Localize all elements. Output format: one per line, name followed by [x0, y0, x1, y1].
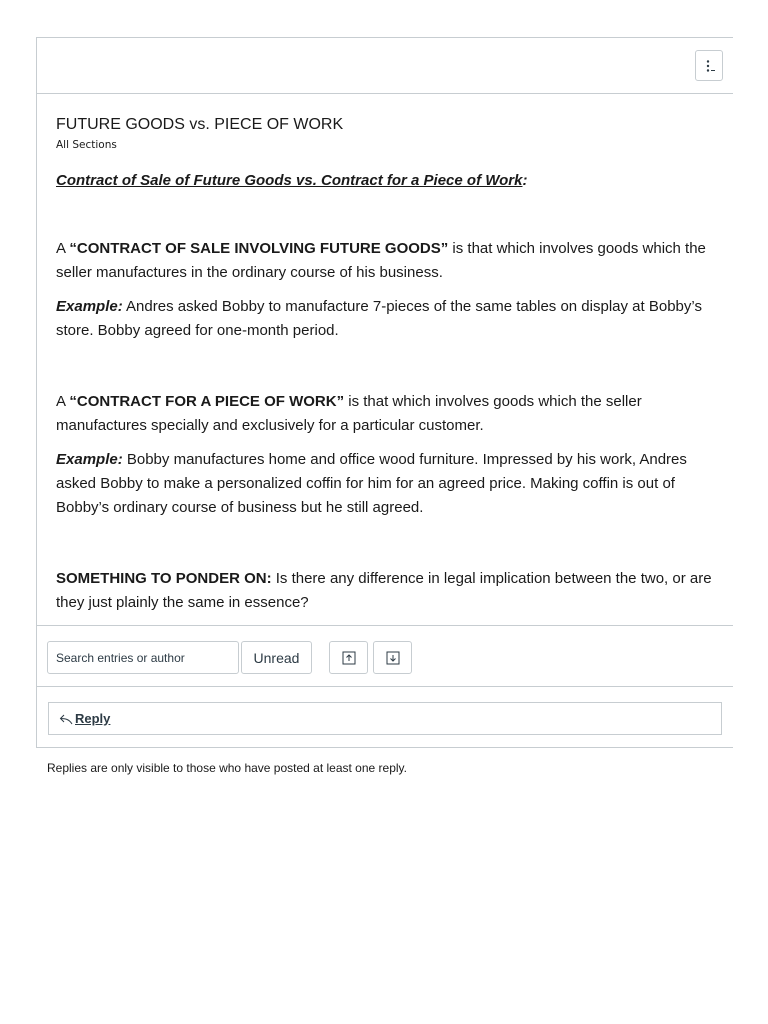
discussion-panel [36, 37, 733, 748]
example-one-label: Example: [56, 298, 123, 315]
p1-prefix: A [56, 240, 70, 257]
topic-heading [56, 172, 715, 190]
p1-text: is that which involves goods which the seller manufactures in the ordinary course of his business. [56, 240, 706, 281]
arrow-up-icon [342, 651, 356, 665]
p2-text: is that which involves goods which the seller manufactures specially and exclusively for a particular customer. [56, 393, 642, 434]
example-one [56, 295, 715, 343]
discussion-header-bar [37, 38, 733, 94]
reply-label: Reply [75, 711, 111, 726]
ponder-question [56, 567, 715, 615]
sections-label: All Sections [56, 139, 117, 151]
options-menu-button[interactable] [695, 50, 723, 81]
arrow-down-icon [386, 651, 400, 665]
ponder-label: SOMETHING TO PONDER ON: [56, 570, 272, 587]
unread-filter-button[interactable]: Unread [241, 641, 312, 674]
reply-button[interactable] [48, 702, 722, 735]
discussion-toolbar [37, 625, 733, 687]
reply-arrow-icon [59, 713, 73, 725]
collapse-all-button[interactable] [373, 641, 412, 674]
p1-term: “CONTRACT OF SALE INVOLVING FUTURE GOODS” [69, 240, 449, 257]
topic-title: FUTURE GOODS vs. PIECE OF WORK [56, 116, 344, 133]
kebab-menu-icon [702, 58, 716, 74]
ponder-text: Is there any difference in legal implication between the two, or are they just plainly the same in essence? [56, 570, 712, 611]
example-two-text: Bobby manufactures home and office wood furniture. Impressed by his work, Andres asked Bobby to make a personalized coffin for him for an agreed price. Making coffin is out of Bobby’s ordinary course of business but he still agreed. [56, 451, 687, 516]
replies-visibility-note: Replies are only visible to those who have posted at least one reply. [47, 761, 407, 775]
topic-heading-text: Contract of Sale of Future Goods vs. Contract for a Piece of Work [56, 172, 523, 189]
paragraph-future-goods [56, 237, 715, 285]
example-two [56, 448, 715, 520]
paragraph-piece-of-work [56, 390, 715, 438]
topic-content [37, 94, 733, 615]
topic-heading-suffix: : [522, 172, 528, 189]
example-one-text: Andres asked Bobby to manufacture 7-pieces of the same tables on display at Bobby’s store. Bobby agreed for one-month period. [56, 298, 702, 339]
example-two-label: Example: [56, 451, 123, 468]
search-input[interactable] [47, 641, 239, 674]
expand-all-button[interactable] [329, 641, 368, 674]
p2-term: “CONTRACT FOR A PIECE OF WORK” [69, 393, 345, 410]
p2-prefix: A [56, 393, 70, 410]
